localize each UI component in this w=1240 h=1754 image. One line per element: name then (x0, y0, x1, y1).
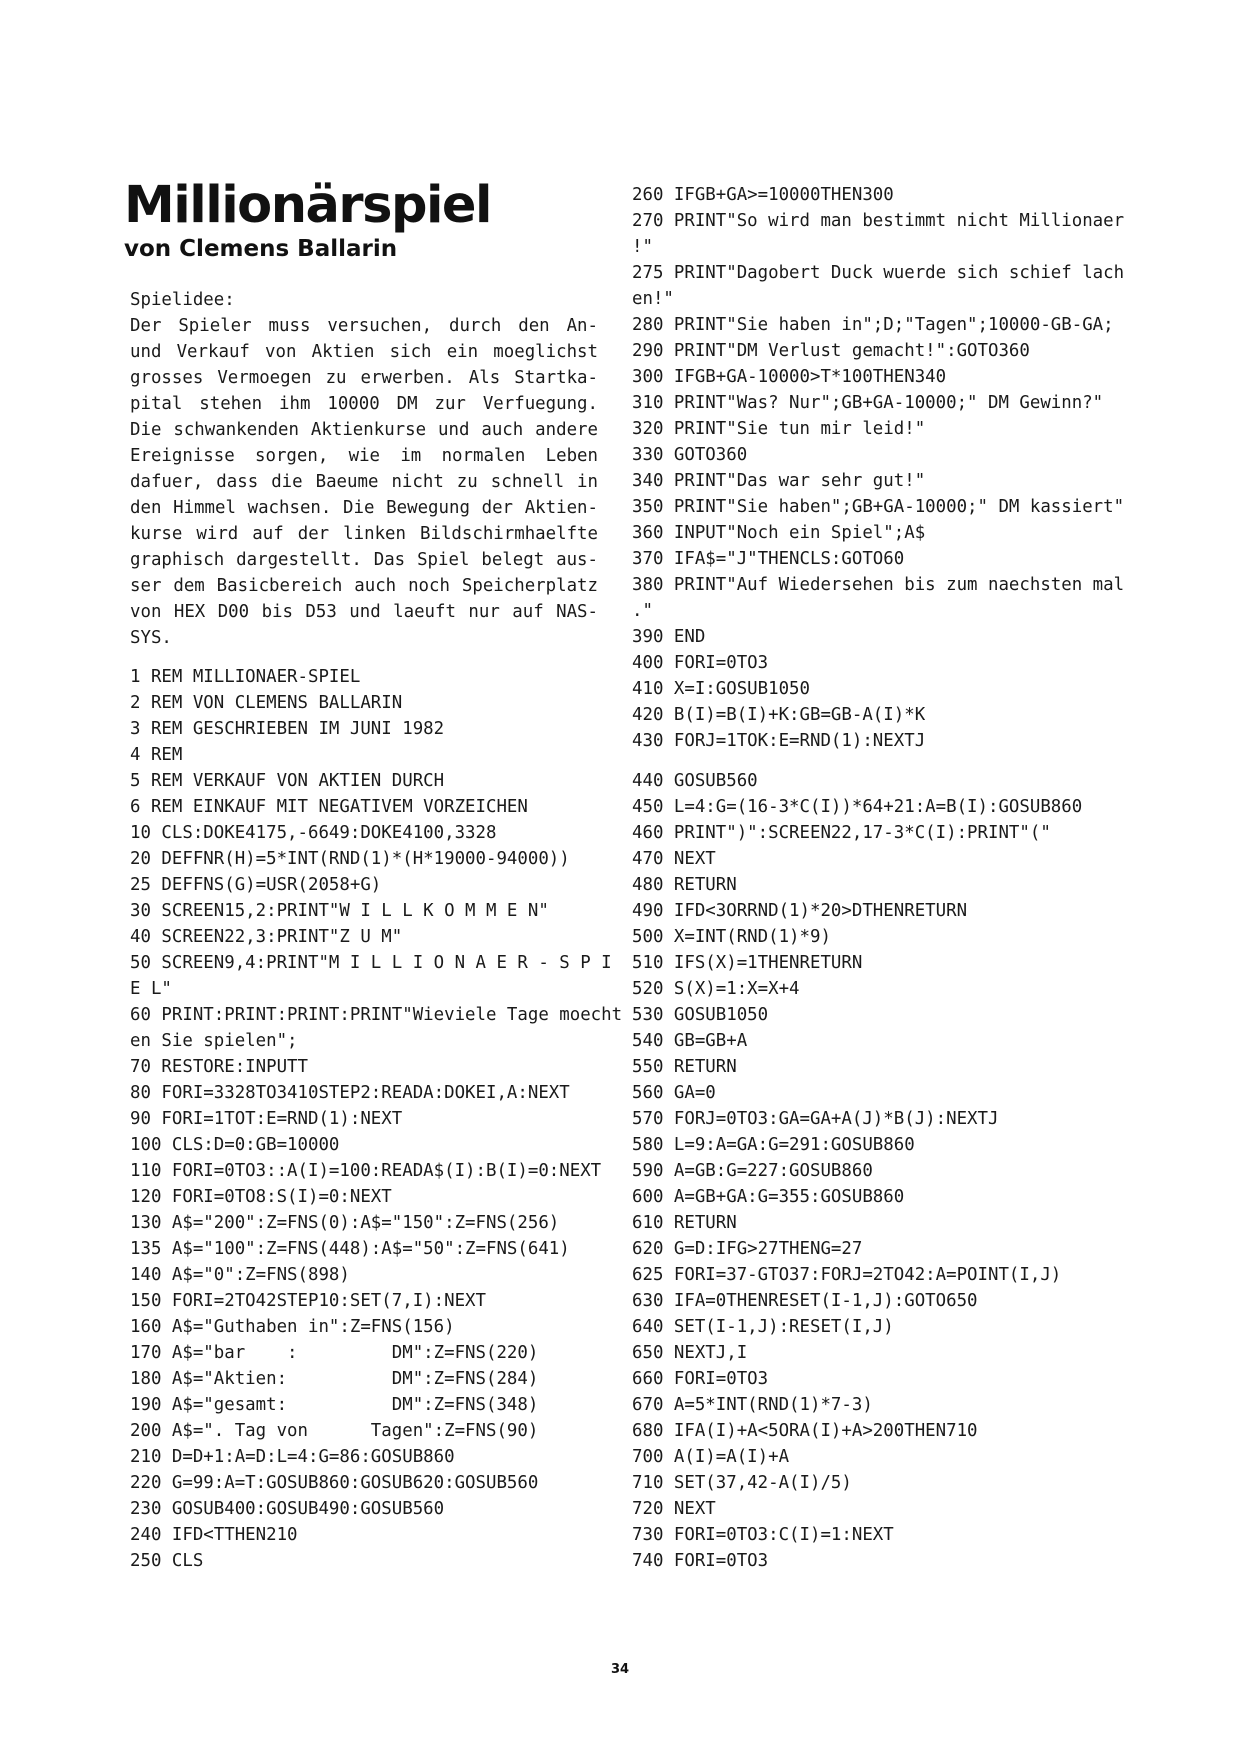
code-line: 110 FORI=0TO3::A(I)=100:READA$(I):B(I)=0:NEXT (130, 1161, 602, 1181)
code-line: 510 IFS(X)=1THENRETURN (632, 953, 863, 973)
code-line: 320 PRINT"Sie tun mir leid!" (632, 419, 926, 439)
code-line: 360 INPUT"Noch ein Spiel";A$ (632, 523, 926, 543)
code-line: 650 NEXTJ,I (632, 1343, 748, 1363)
intro-paragraph: Der Spieler muss versuchen, durch den An- und Verkauf von Aktien sich ein moeglichst grosses Vermoegen zu erwerben. Als Startka- pital stehen ihm 10000 DM zur Verfuegung. Die schwankenden Aktienkurse und auch andere Ereignisse sorgen, wie im normalen Leben dafuer, dass die Baeume nicht zu schnell in den Himmel wachsen. Die Bewegung der Aktien- kurse wird auf der linken Bildschirmhaelfte graphisch dargestellt. Das Spiel belegt aus- ser dem Basicbereich auch noch Speicherplatz von HEX D00 bis D53 und laeuft nur auf NAS- SYS. (130, 316, 598, 648)
code-line: 150 FORI=2TO42STEP10:SET(7,I):NEXT (130, 1291, 486, 1311)
code-line: 170 A$="bar : DM":Z=FNS(220) (130, 1343, 539, 1363)
code-line: 220 G=99:A=T:GOSUB860:GOSUB620:GOSUB560 (130, 1473, 539, 1493)
code-line: 530 GOSUB1050 (632, 1005, 769, 1025)
code-line: 590 A=GB:G=227:GOSUB860 (632, 1161, 873, 1181)
listing-gap (632, 754, 1124, 768)
code-line: 570 FORJ=0TO3:GA=GA+A(J)*B(J):NEXTJ (632, 1109, 999, 1129)
code-line: !" (632, 237, 653, 257)
code-line: 630 IFA=0THENRESET(I-1,J):GOTO650 (632, 1291, 978, 1311)
code-line: 580 L=9:A=GA:G=291:GOSUB860 (632, 1135, 915, 1155)
code-line: 390 END (632, 627, 706, 647)
code-line: 470 NEXT (632, 849, 716, 869)
code-line: 80 FORI=3328TO3410STEP2:READA:DOKEI,A:NEXT (130, 1083, 570, 1103)
code-line: 340 PRINT"Das war sehr gut!" (632, 471, 926, 491)
code-line: 120 FORI=0TO8:S(I)=0:NEXT (130, 1187, 392, 1207)
code-line: 275 PRINT"Dagobert Duck wuerde sich schief lach (632, 263, 1125, 283)
code-line: 30 SCREEN15,2:PRINT"W I L L K O M M E N" (130, 901, 549, 921)
code-line: 540 GB=GB+A (632, 1031, 748, 1051)
code-line: 400 FORI=0TO3 (632, 653, 769, 673)
code-line: 100 CLS:D=0:GB=10000 (130, 1135, 340, 1155)
code-line: 140 A$="0":Z=FNS(898) (130, 1265, 350, 1285)
code-line: 90 FORI=1TOT:E=RND(1):NEXT (130, 1109, 403, 1129)
code-line: 500 X=INT(RND(1)*9) (632, 927, 831, 947)
code-line: 740 FORI=0TO3 (632, 1551, 769, 1571)
code-line: 490 IFD<3ORRND(1)*20>DTHENRETURN (632, 901, 968, 921)
code-line: en Sie spielen"; (130, 1031, 298, 1051)
code-line: 300 IFGB+GA-10000>T*100THEN340 (632, 367, 947, 387)
code-line: 420 B(I)=B(I)+K:GB=GB-A(I)*K (632, 705, 926, 725)
code-line: 190 A$="gesamt: DM":Z=FNS(348) (130, 1395, 539, 1415)
code-line: 50 SCREEN9,4:PRINT"M I L L I O N A E R - S P I (130, 953, 612, 973)
code-line: 410 X=I:GOSUB1050 (632, 679, 810, 699)
code-line: 290 PRINT"DM Verlust gemacht!":GOTO360 (632, 341, 1030, 361)
code-line: 230 GOSUB400:GOSUB490:GOSUB560 (130, 1499, 445, 1519)
code-line: 680 IFA(I)+A<5ORA(I)+A>200THEN710 (632, 1421, 978, 1441)
code-line: 720 NEXT (632, 1499, 716, 1519)
code-line: 710 SET(37,42-A(I)/5) (632, 1473, 852, 1493)
code-line: 60 PRINT:PRINT:PRINT:PRINT"Wieviele Tage moecht (130, 1005, 623, 1025)
code-line: 600 A=GB+GA:G=355:GOSUB860 (632, 1187, 905, 1207)
code-line: 730 FORI=0TO3:C(I)=1:NEXT (632, 1525, 894, 1545)
code-line: 160 A$="Guthaben in":Z=FNS(156) (130, 1317, 455, 1337)
code-line: 210 D=D+1:A=D:L=4:G=86:GOSUB860 (130, 1447, 455, 1467)
code-line: 550 RETURN (632, 1057, 737, 1077)
code-line: 670 A=5*INT(RND(1)*7-3) (632, 1395, 873, 1415)
intro-label: Spielidee: (130, 290, 235, 310)
code-line: 310 PRINT"Was? Nur";GB+GA-10000;" DM Gewinn?" (632, 393, 1104, 413)
code-line: 560 GA=0 (632, 1083, 716, 1103)
code-line: 4 REM (130, 745, 183, 765)
code-line: 450 L=4:G=(16-3*C(I))*64+21:A=B(I):GOSUB860 (632, 797, 1083, 817)
code-line: 620 G=D:IFG>27THENG=27 (632, 1239, 863, 1259)
listing-right-column (632, 182, 1124, 1574)
code-line: 280 PRINT"Sie haben in";D;"Tagen";10000-GB-GA; (632, 315, 1114, 335)
article-title: Millionärspiel (124, 176, 492, 235)
code-line: 430 FORJ=1TOK:E=RND(1):NEXTJ (632, 731, 926, 751)
listing-left-column (130, 664, 622, 1574)
code-line: 440 GOSUB560 (632, 771, 758, 791)
article-author: von Clemens Ballarin (124, 236, 398, 262)
page-number: 34 (610, 1662, 630, 1677)
code-line: 250 CLS (130, 1551, 204, 1571)
code-line: 610 RETURN (632, 1213, 737, 1233)
code-line: 25 DEFFNS(G)=USR(2058+G) (130, 875, 382, 895)
code-line: 135 A$="100":Z=FNS(448):A$="50":Z=FNS(641) (130, 1239, 570, 1259)
code-line: E L" (130, 979, 172, 999)
code-line: 270 PRINT"So wird man bestimmt nicht Millionaer (632, 211, 1125, 231)
code-line: 380 PRINT"Auf Wiedersehen bis zum naechsten mal (632, 575, 1125, 595)
code-line: 5 REM VERKAUF VON AKTIEN DURCH (130, 771, 445, 791)
code-line: 480 RETURN (632, 875, 737, 895)
code-line: 6 REM EINKAUF MIT NEGATIVEM VORZEICHEN (130, 797, 528, 817)
code-line: 10 CLS:DOKE4175,-6649:DOKE4100,3328 (130, 823, 497, 843)
code-line: ." (632, 601, 653, 621)
code-line: 240 IFD<TTHEN210 (130, 1525, 298, 1545)
code-line: 40 SCREEN22,3:PRINT"Z U M" (130, 927, 403, 947)
code-line: 200 A$=". Tag von Tagen":Z=FNS(90) (130, 1421, 539, 1441)
code-line: 330 GOTO360 (632, 445, 748, 465)
code-line: 180 A$="Aktien: DM":Z=FNS(284) (130, 1369, 539, 1389)
code-line: 660 FORI=0TO3 (632, 1369, 769, 1389)
code-line: 625 FORI=37-GTO37:FORJ=2TO42:A=POINT(I,J) (632, 1265, 1062, 1285)
code-line: 260 IFGB+GA>=10000THEN300 (632, 185, 894, 205)
code-line: 70 RESTORE:INPUTT (130, 1057, 308, 1077)
code-line: 460 PRINT")":SCREEN22,17-3*C(I):PRINT"(" (632, 823, 1051, 843)
code-line: 640 SET(I-1,J):RESET(I,J) (632, 1317, 894, 1337)
code-line: 520 S(X)=1:X=X+4 (632, 979, 800, 999)
code-line: 350 PRINT"Sie haben";GB+GA-10000;" DM kassiert" (632, 497, 1125, 517)
code-line: 20 DEFFNR(H)=5*INT(RND(1)*(H*19000-94000)) (130, 849, 570, 869)
code-line: 370 IFA$="J"THENCLS:GOTO60 (632, 549, 905, 569)
code-line: 3 REM GESCHRIEBEN IM JUNI 1982 (130, 719, 445, 739)
code-line: 700 A(I)=A(I)+A (632, 1447, 790, 1467)
code-line: 130 A$="200":Z=FNS(0):A$="150":Z=FNS(256) (130, 1213, 560, 1233)
code-line: 2 REM VON CLEMENS BALLARIN (130, 693, 403, 713)
code-line: 1 REM MILLIONAER-SPIEL (130, 667, 361, 687)
code-line: en!" (632, 289, 674, 309)
